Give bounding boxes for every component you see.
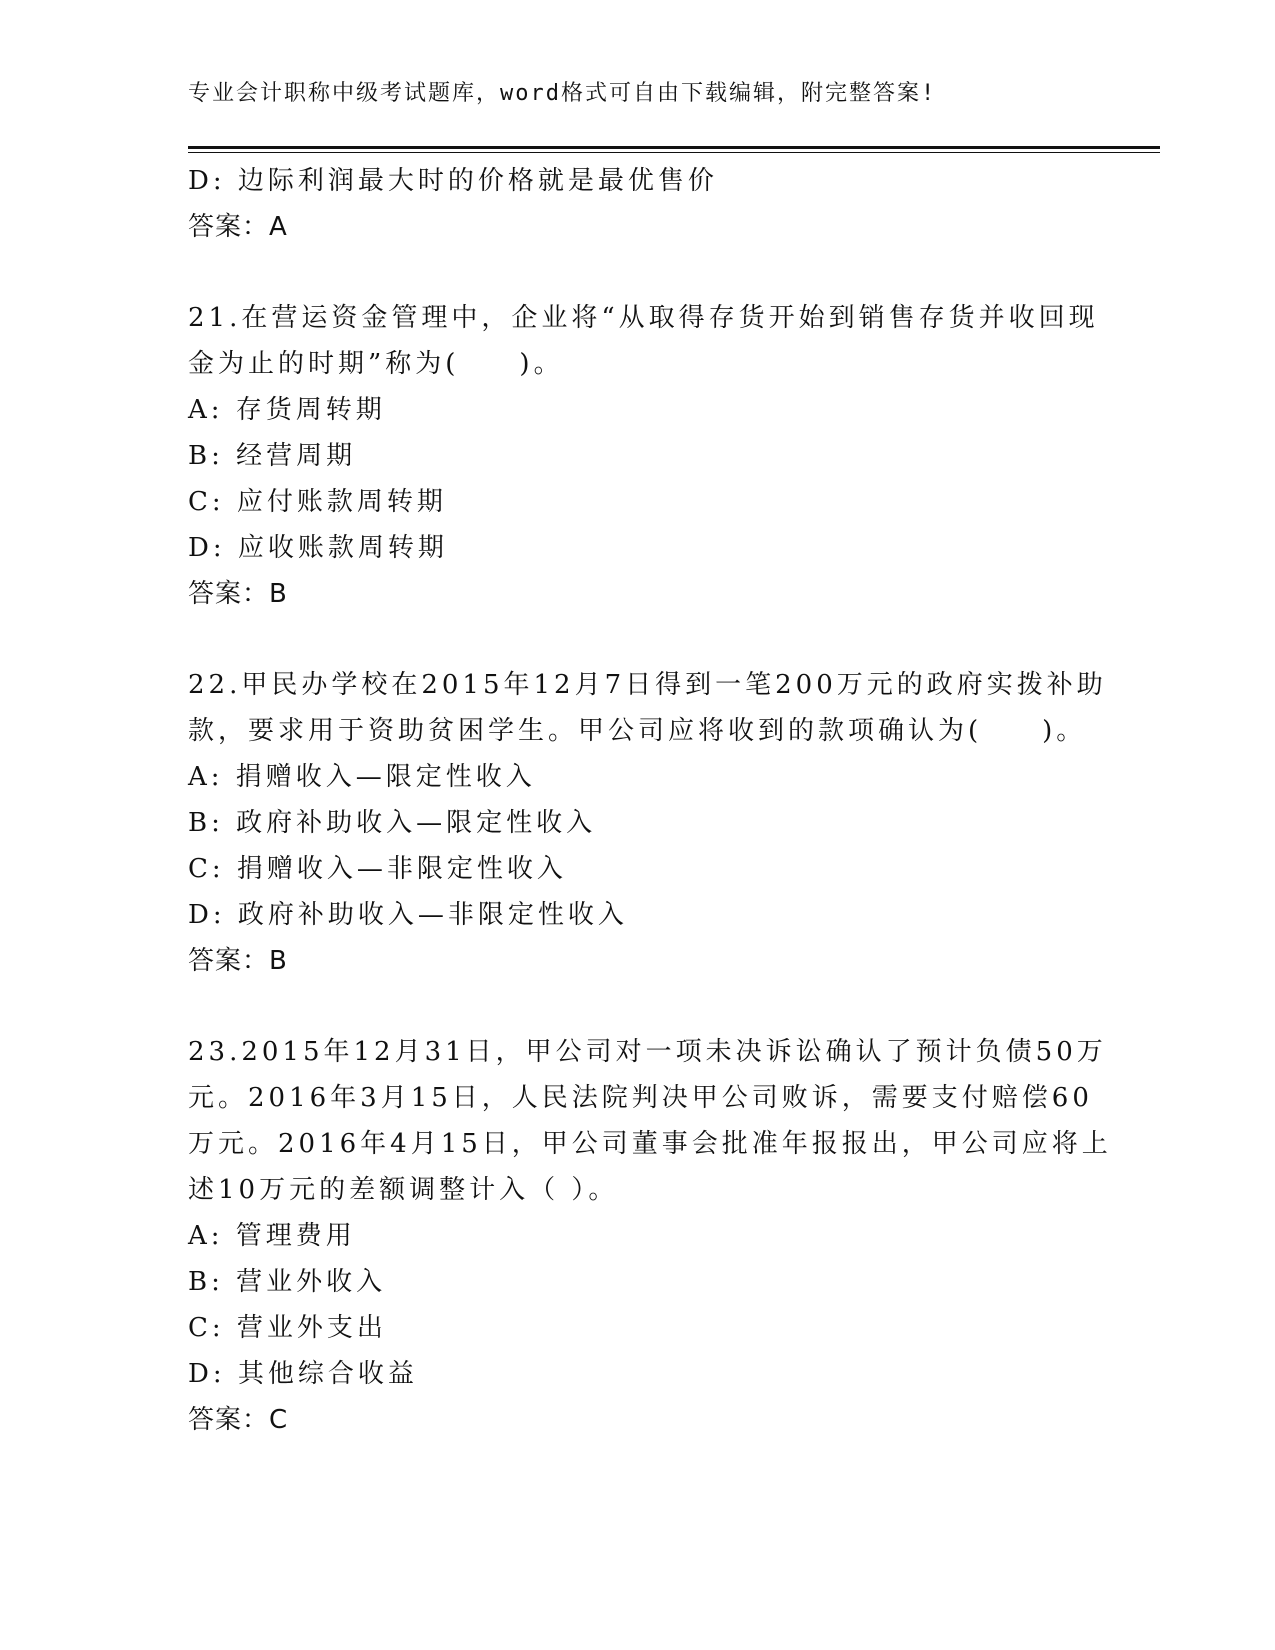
option-b: B: 经营周期 <box>188 441 357 471</box>
page-header: 专业会计职称中级考试题库，word格式可自由下载编辑，附完整答案! <box>188 81 937 106</box>
question-21 <box>188 295 1099 617</box>
question-stem-line: 23.2015年12月31日，甲公司对一项未决诉讼确认了预计负债50万 <box>188 1037 1107 1067</box>
spacer <box>188 250 1088 295</box>
option-c: C: 捐赠收入—非限定性收入 <box>188 854 567 884</box>
option-d: D: 应收账款周转期 <box>188 533 448 563</box>
option-a: A: 捐赠收入—限定性收入 <box>188 762 536 792</box>
option-d: D: 政府补助收入—非限定性收入 <box>188 900 628 930</box>
option-b: B: 政府补助收入—限定性收入 <box>188 808 597 838</box>
prev-answer: 答案：A <box>188 212 288 242</box>
question-stem-line: 述10万元的差额调整计入（ ）。 <box>188 1175 619 1205</box>
option-b: B: 营业外收入 <box>188 1267 387 1297</box>
prev-option-d: D: 边际利润最大时的价格就是最优售价 <box>188 166 718 196</box>
option-a: A: 管理费用 <box>188 1221 356 1251</box>
answer: 答案：C <box>188 1405 289 1435</box>
spacer <box>188 617 1088 662</box>
answer: 答案：B <box>188 946 288 976</box>
option-c: C: 营业外支出 <box>188 1313 387 1343</box>
header-rule-thin <box>188 152 1160 153</box>
question-stem-line: 21.在营运资金管理中，企业将“从取得存货开始到销售存货并收回现 <box>188 303 1099 333</box>
question-stem-line: 22.甲民办学校在2015年12月7日得到一笔200万元的政府实拨补助 <box>188 670 1107 700</box>
question-22 <box>188 662 1107 984</box>
option-d: D: 其他综合收益 <box>188 1359 418 1389</box>
question-stem-line: 元。2016年3月15日，人民法院判决甲公司败诉，需要支付赔偿60 <box>188 1083 1093 1113</box>
spacer <box>188 984 1088 1029</box>
option-a: A: 存货周转期 <box>188 395 386 425</box>
question-stem-line: 款，要求用于资助贫困学生。甲公司应将收到的款项确认为( )。 <box>188 716 1087 746</box>
question-stem-line: 万元。2016年4月15日，甲公司董事会批准年报报出，甲公司应将上 <box>188 1129 1112 1159</box>
question-content <box>188 158 1112 1443</box>
answer: 答案：B <box>188 579 288 609</box>
question-stem-line: 金为止的时期”称为( )。 <box>188 349 564 379</box>
option-c: C: 应付账款周转期 <box>188 487 447 517</box>
header-rule-thick <box>188 146 1160 149</box>
question-23 <box>188 1029 1112 1443</box>
